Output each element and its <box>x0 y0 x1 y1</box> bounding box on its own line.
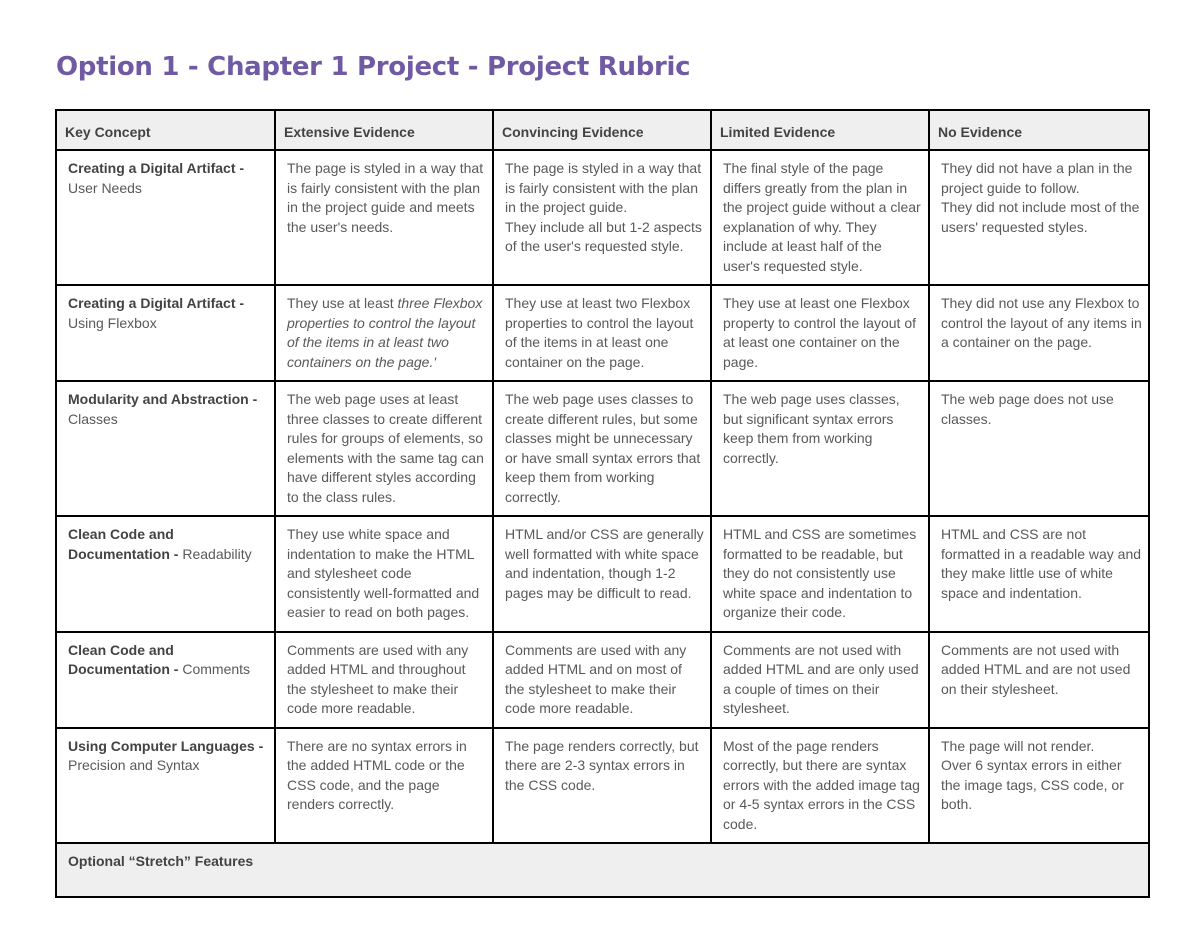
limited-evidence-cell: The web page uses classes, but significant syntax errors keep them from working correctly. <box>711 381 929 516</box>
limited-evidence-cell: Comments are not used with added HTML and are only used a couple of times on their stylesheet. <box>711 632 929 728</box>
convincing-text-1: The page is styled in a way that is fairly consistent with the plan in the project guide. <box>505 160 702 215</box>
rubric-row-precision-syntax <box>56 728 1149 844</box>
concept-name: Creating a Digital Artifact <box>68 295 236 311</box>
extensive-evidence-cell: The web page uses at least three classes to create different rules for groups of elements, so elements with the same tag can have different styles according to the class rules. <box>275 381 493 516</box>
rubric-row-classes <box>56 381 1149 516</box>
key-concept-cell <box>56 285 275 381</box>
extensive-evidence-cell: They use white space and indentation to make the HTML and stylesheet code consistently well-formatted and easier to read on both pages. <box>275 516 493 632</box>
rubric-table <box>55 109 1150 898</box>
header-limited-evidence: Limited Evidence <box>711 110 929 150</box>
convincing-evidence-cell: The web page uses classes to create different rules, but some classes might be unnecessary or have small syntax errors that keep them from working correctly. <box>493 381 711 516</box>
concept-separator: - <box>169 545 183 562</box>
no-evidence-cell: The web page does not use classes. <box>929 381 1149 516</box>
extensive-text-plain: They use at least <box>287 295 398 311</box>
key-concept-cell <box>56 632 275 728</box>
convincing-evidence-cell: HTML and/or CSS are generally well formatted with white space and indentation, though 1-2 pages may be difficult to read. <box>493 516 711 632</box>
header-extensive-evidence: Extensive Evidence <box>275 110 493 150</box>
stretch-features-row <box>56 843 1149 897</box>
no-evidence-text-1: The page will not render. <box>941 737 1095 754</box>
no-evidence-text-1: They did not have a plan in the project guide to follow. <box>941 160 1133 196</box>
concept-subtitle: User Needs <box>68 179 142 196</box>
no-evidence-cell <box>929 150 1149 285</box>
header-convincing-evidence: Convincing Evidence <box>493 110 711 150</box>
convincing-evidence-cell <box>493 150 711 285</box>
convincing-evidence-cell: The page renders correctly, but there are 2-3 syntax errors in the CSS code. <box>493 728 711 844</box>
no-evidence-cell: HTML and CSS are not formatted in a readable way and they make little use of white space and indentation. <box>929 516 1149 632</box>
concept-separator: - <box>235 160 245 176</box>
header-key-concept: Key Concept <box>56 110 275 150</box>
stretch-features-label: Optional “Stretch” Features <box>56 843 1149 897</box>
rubric-row-using-flexbox <box>56 285 1149 381</box>
extensive-evidence-cell: The page is styled in a way that is fairly consistent with the plan in the project guide and meets the user's needs. <box>275 150 493 285</box>
header-row <box>56 110 1149 150</box>
concept-separator: - <box>169 661 183 677</box>
no-evidence-text-2: Over 6 syntax errors in either the image tags, CSS code, or both. <box>941 757 1124 812</box>
page-title: Option 1 - Chapter 1 Project - Project Rubric <box>56 52 691 82</box>
no-evidence-text-2: They did not include most of the users' requested styles. <box>941 199 1140 235</box>
key-concept-cell <box>56 728 275 844</box>
key-concept-cell <box>56 381 275 516</box>
key-concept-cell <box>56 150 275 285</box>
concept-name: Using Computer Languages <box>68 737 255 754</box>
extensive-text-italic: three Flexbox properties to control the layout of the items in at least two containers on the page.' <box>287 295 483 370</box>
limited-evidence-cell: The final style of the page differs greatly from the plan in the project guide without a clear explanation of why. They include at least half of the user's requested style. <box>711 150 929 285</box>
no-evidence-cell <box>929 728 1149 844</box>
concept-name: Clean Code and Documentation <box>68 526 174 562</box>
extensive-evidence-cell <box>275 285 493 381</box>
convincing-evidence-cell: They use at least two Flexbox properties to control the layout of the items in at least one container on the page. <box>493 285 711 381</box>
concept-subtitle: Comments <box>182 661 251 677</box>
rubric-row-comments <box>56 632 1149 728</box>
extensive-evidence-cell: There are no syntax errors in the added HTML code or the CSS code, and the page renders correctly. <box>275 728 493 844</box>
rubric-row-readability <box>56 516 1149 632</box>
concept-subtitle: Precision and Syntax <box>68 757 200 773</box>
concept-name: Clean Code and Documentation <box>68 641 174 677</box>
no-evidence-cell: Comments are not used with added HTML and are not used on their stylesheet. <box>929 632 1149 728</box>
limited-evidence-cell: HTML and CSS are sometimes formatted to be readable, but they do not consistently use white space and indentation to organize their code. <box>711 516 929 632</box>
concept-separator: - <box>254 737 264 754</box>
header-no-evidence: No Evidence <box>929 110 1149 150</box>
concept-name: Creating a Digital Artifact <box>68 160 236 176</box>
concept-subtitle: Using Flexbox <box>68 314 157 331</box>
concept-subtitle: Classes <box>68 410 118 427</box>
convincing-text-2: They include all but 1-2 aspects of the user's requested style. <box>505 218 702 254</box>
extensive-evidence-cell: Comments are used with any added HTML and throughout the stylesheet to make their code more readable. <box>275 632 493 728</box>
concept-subtitle: Readability <box>182 545 252 562</box>
concept-separator: - <box>248 391 258 407</box>
no-evidence-cell: They did not use any Flexbox to control the layout of any items in a container on the page. <box>929 285 1149 381</box>
limited-evidence-cell: Most of the page renders correctly, but there are syntax errors with the added image tag or 4-5 syntax errors in the CSS code. <box>711 728 929 844</box>
rubric-row-user-needs <box>56 150 1149 285</box>
concept-name: Modularity and Abstraction <box>68 391 249 407</box>
convincing-evidence-cell: Comments are used with any added HTML and on most of the stylesheet to make their code more readable. <box>493 632 711 728</box>
key-concept-cell <box>56 516 275 632</box>
limited-evidence-cell: They use at least one Flexbox property to control the layout of at least one container on the page. <box>711 285 929 381</box>
concept-separator: - <box>235 295 245 311</box>
